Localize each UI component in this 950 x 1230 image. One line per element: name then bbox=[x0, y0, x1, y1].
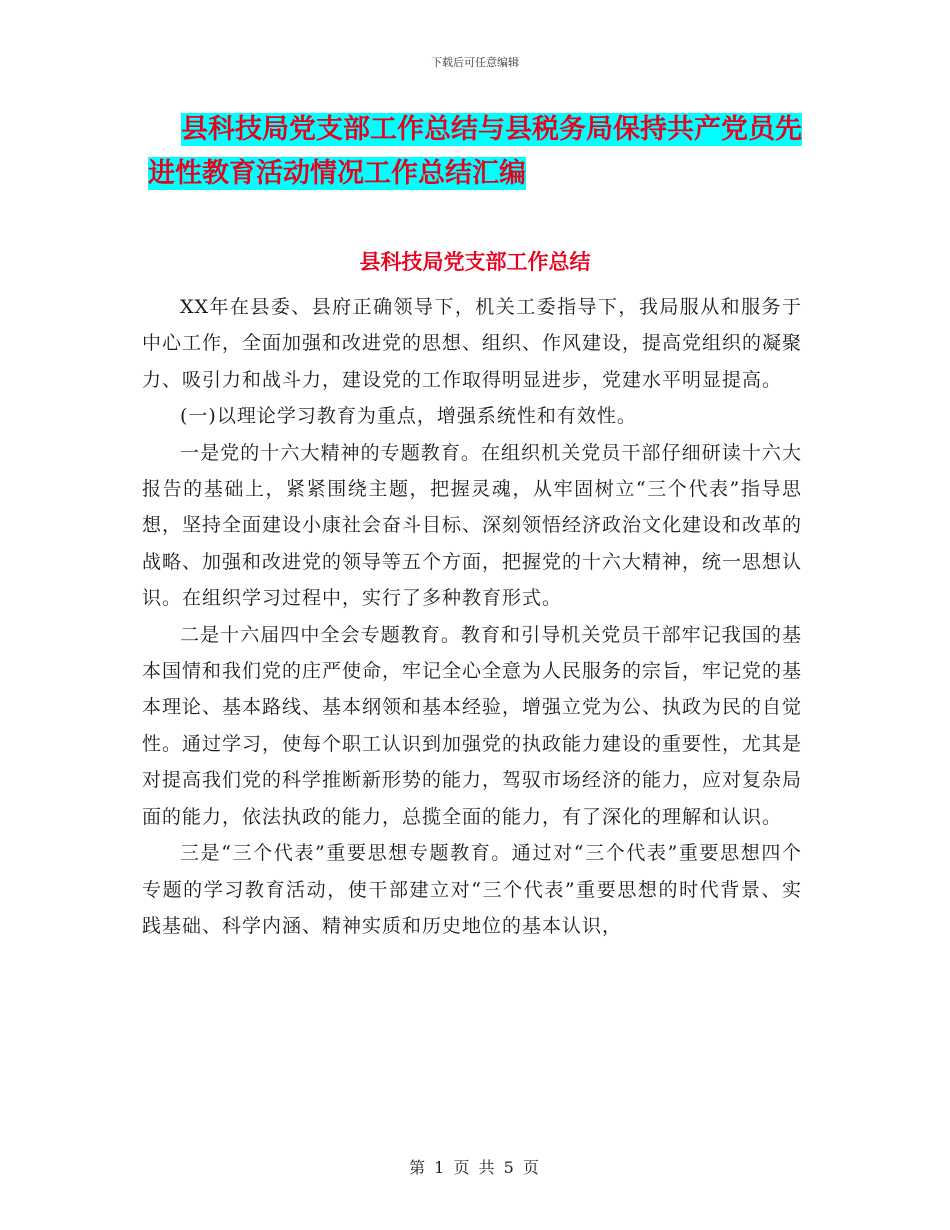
section-title: 县科技局党支部工作总结 bbox=[359, 250, 591, 274]
document-title bbox=[140, 108, 820, 196]
paragraph: 一是党的十六大精神的专题教育。在组织机关党员干部仔细研读十六大报告的基础上，紧紧围绕主题，把握灵魂，从牢固树立“三个代表”指导思想，坚持全面建设小康社会奋斗目标、深刻领悟经济政治文化建设和改革的战略、加强和改进党的领导等五个方面，把握党的十六大精神，统一思想认识。在组织学习过程中，实行了多种教育形式。 bbox=[142, 441, 803, 610]
paragraph: (一)以理论学习教育为重点，增强系统性和有效性。 bbox=[180, 405, 637, 428]
document-title-line-2 bbox=[140, 152, 820, 196]
document-title-line-1 bbox=[140, 108, 820, 152]
paragraph: 三是“三个代表”重要思想专题教育。通过对“三个代表”重要思想四个专题的学习教育活动，使干部建立对“三个代表”重要思想的时代背景、实践基础、科学内涵、精神实质和历史地位的基本认识， bbox=[142, 842, 802, 937]
title-highlight: 县科技局党支部工作总结与县税务局保持共产党员先 bbox=[181, 114, 802, 145]
title-highlight: 进性教育活动情况工作总结汇编 bbox=[148, 158, 526, 189]
page-number-footer: 第 1 页 共 5 页 bbox=[409, 1158, 541, 1177]
document-body bbox=[142, 289, 802, 944]
page-header-note: 下载后可任意编辑 bbox=[431, 56, 519, 69]
paragraph: XX年在县委、县府正确领导下，机关工委指导下，我局服从和服务于中心工作，全面加强和改进党的思想、组织、作风建设，提高党组织的凝聚力、吸引力和战斗力，建设党的工作取得明显进步，党建水平明显提高。 bbox=[142, 296, 803, 391]
paragraph: 二是十六届四中全会专题教育。教育和引导机关党员干部牢记我国的基本国情和我们党的庄严使命，牢记全心全意为人民服务的宗旨，牢记党的基本理论、基本路线、基本纲领和基本经验，增强立党为公、执政为民的自觉性。通过学习，使每个职工认识到加强党的执政能力建设的重要性，尤其是对提高我们党的科学推断新形势的能力，驾驭市场经济的能力，应对复杂局面的能力，依法执政的能力，总揽全面的能力，有了深化的理解和认识。 bbox=[142, 623, 803, 828]
